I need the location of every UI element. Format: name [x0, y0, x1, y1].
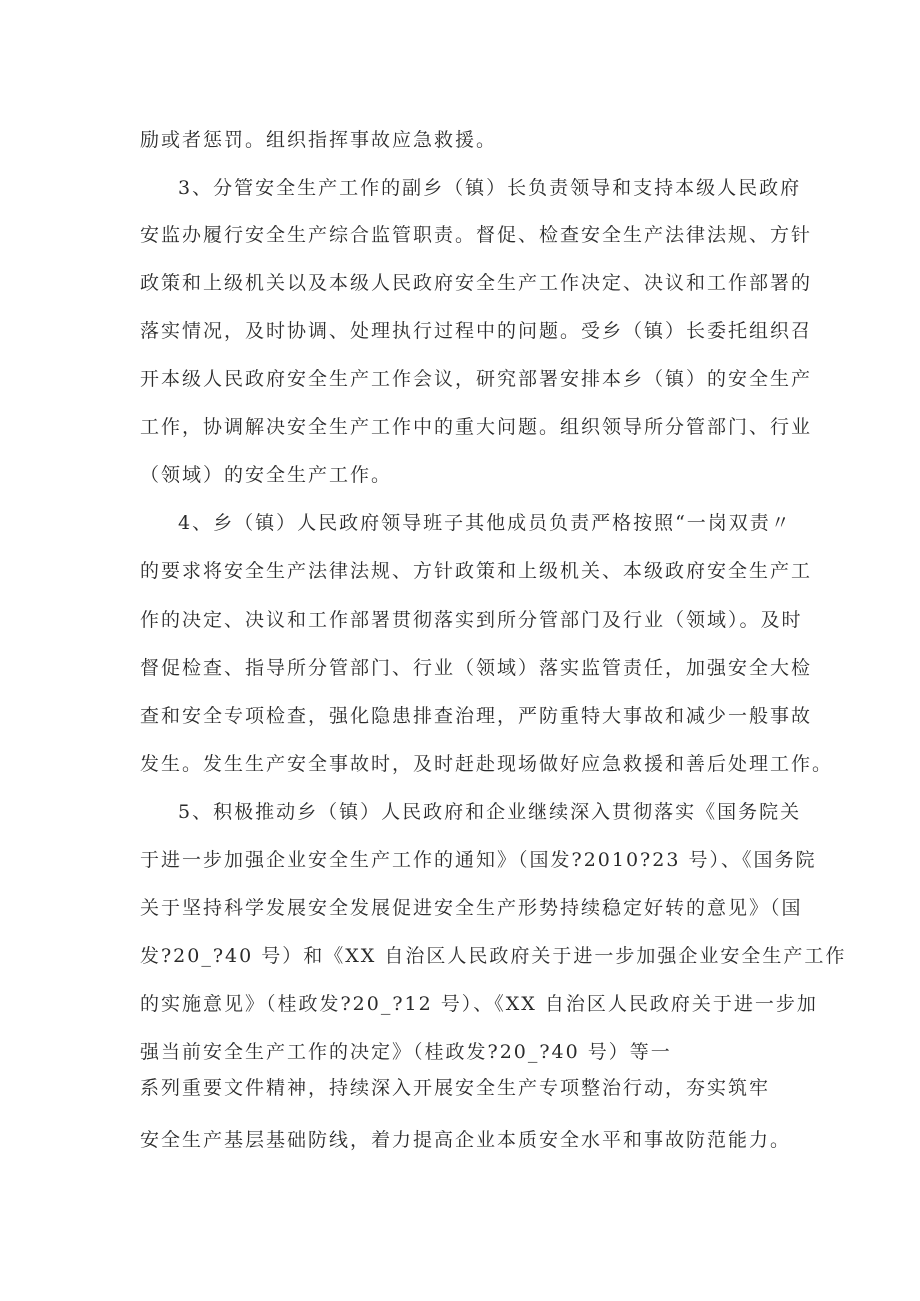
paragraph-line: 督促检查、指导所分管部门、行业（领域）落实监管责任，加强安全大检	[140, 657, 813, 679]
paragraph-line: 于进一步加强企业安全生产工作的通知》（国发?2010?23 号）、《国务院	[140, 849, 817, 871]
paragraph-line: 开本级人民政府安全生产工作会议，研究部署安排本乡（镇）的安全生产	[140, 368, 813, 390]
paragraph-line: 政策和上级机关以及本级人民政府安全生产工作决定、决议和工作部署的	[140, 272, 813, 294]
paragraph-line: （领域）的安全生产工作。	[140, 464, 393, 486]
paragraph-line: 的要求将安全生产法律法规、方针政策和上级机关、本级政府安全生产工	[140, 560, 813, 582]
paragraph-line: 励或者惩罚。组织指挥事故应急救援。	[140, 129, 498, 151]
paragraph-line: 5、积极推动乡（镇）人民政府和企业继续深入贯彻落实《国务院关	[178, 801, 802, 823]
paragraph-line: 的实施意见》（桂政发?20_?12 号）、《XX 自治区人民政府关于进一步加	[140, 993, 818, 1015]
paragraph-line: 作的决定、决议和工作部署贯彻落实到所分管部门及行业（领域）。及时	[140, 609, 803, 631]
paragraph-line: 发生。发生生产安全事故时，及时赶赴现场做好应急救援和善后处理工作。	[140, 753, 834, 775]
paragraph-line: 安监办履行安全生产综合监管职责。督促、检查安全生产法律法规、方针	[140, 224, 813, 246]
paragraph-line: 关于坚持科学发展安全发展促进安全生产形势持续稳定好转的意见》（国	[140, 897, 803, 919]
paragraph-line: 4、乡（镇）人民政府领导班子其他成员负责严格按照“一岗双责〃	[178, 512, 792, 534]
paragraph-line: 系列重要文件精神，持续深入开展安全生产专项整治行动，夯实筑牢	[140, 1077, 771, 1099]
paragraph-line: 工作，协调解决安全生产工作中的重大问题。组织领导所分管部门、行业	[140, 416, 813, 438]
paragraph-line: 3、分管安全生产工作的副乡（镇）长负责领导和支持本级人民政府	[178, 177, 802, 199]
paragraph-line: 查和安全专项检查，强化隐患排查治理，严防重特大事故和减少一般事故	[140, 705, 813, 727]
paragraph-line: 强当前安全生产工作的决定》（桂政发?20_?40 号）等一	[140, 1041, 672, 1063]
paragraph-line: 发?20_?40 号）和《XX 自治区人民政府关于进一步加强企业安全生产工作	[140, 945, 847, 967]
paragraph-line: 落实情况，及时协调、处理执行过程中的问题。受乡（镇）长委托组织召	[140, 320, 813, 342]
paragraph-line: 安全生产基层基础防线，着力提高企业本质安全水平和事故防范能力。	[140, 1129, 792, 1151]
